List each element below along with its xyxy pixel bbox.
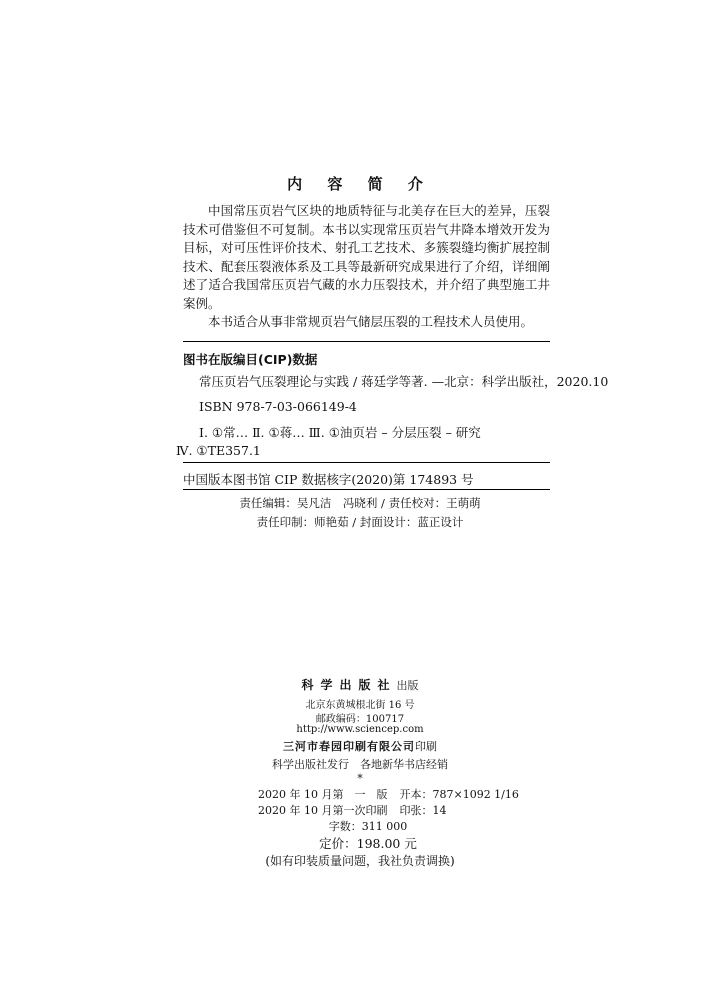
publisher-line — [0, 676, 720, 693]
printing: 2020 年 10 月第一次印刷 — [258, 804, 388, 817]
printer-suffix: 印刷 — [415, 740, 437, 753]
format: 开本：787×1092 1/16 — [399, 788, 519, 801]
credits-line-2: 责任印制：师艳茹 / 封面设计：蓝正设计 — [256, 515, 464, 529]
cip-record-number: 中国版本图书馆 CIP 数据核字(2020)第 174893 号 — [183, 472, 474, 487]
cip-top-rule — [183, 341, 550, 342]
cip-bottom-rule — [183, 489, 550, 490]
distribution-line: 科学出版社发行 各地新华书店经销 — [272, 758, 448, 771]
summary-body — [183, 202, 550, 332]
cip-mid-rule — [183, 462, 550, 463]
cip-isbn: ISBN 978-7-03-066149-4 — [199, 399, 357, 414]
word-count: 字数：311 000 — [328, 820, 408, 833]
printer-line — [0, 738, 720, 754]
price: 定价：198.00 元 — [319, 836, 417, 851]
cip-classification-1: Ⅰ. ①常… Ⅱ. ①蒋… Ⅲ. ①油页岩 – 分层压裂 – 研究 — [199, 425, 481, 440]
publisher-website: http://www.sciencep.com — [296, 724, 424, 735]
credits-line-1: 责任编辑：吴凡洁 冯晓利 / 责任校对：王萌萌 — [239, 496, 481, 510]
summary-paragraph: 中国常压页岩气区块的地质特征与北美存在巨大的差异，压裂技术可借鉴但不可复制。本书以实现常压页岩气井降本增效开发为目标，对可压性评价技术、射孔工艺技术、多簇裂缝均衡扩展控制技术、配套压裂液体系及工具等最新研究成果进行了介绍，详细阐述了适合我国常压页岩气藏的水力压裂技术，并介绍了典型施工井案例。 — [183, 203, 550, 311]
printing-line — [258, 802, 446, 818]
cip-heading: 图书在版编目(CIP)数据 — [183, 352, 318, 367]
publisher-suffix: 出版 — [396, 679, 419, 692]
publisher-postcode: 邮政编码：100717 — [315, 714, 405, 725]
publisher-name: 科学出版社 — [301, 678, 397, 692]
edition: 2020 年 10 月第 一 版 — [258, 788, 388, 801]
cip-bibliographic: 常压页岩气压裂理论与实践 / 蒋廷学等著. —北京：科学出版社，2020.10 — [199, 374, 609, 389]
summary-title: 内 容 简 介 — [287, 175, 433, 193]
cip-classification-2: Ⅳ. ①TE357.1 — [176, 443, 261, 458]
sheets: 印张：14 — [399, 804, 447, 817]
printer-name: 三河市春园印刷有限公司 — [283, 740, 415, 753]
quality-notice: (如有印装质量问题，我社负责调换) — [265, 854, 455, 868]
summary-paragraph: 本书适合从事非常规页岩气储层压裂的工程技术人员使用。 — [208, 314, 534, 329]
edition-line — [258, 786, 519, 802]
separator-star: * — [357, 772, 363, 785]
publisher-address: 北京东黄城根北街 16 号 — [305, 700, 415, 711]
